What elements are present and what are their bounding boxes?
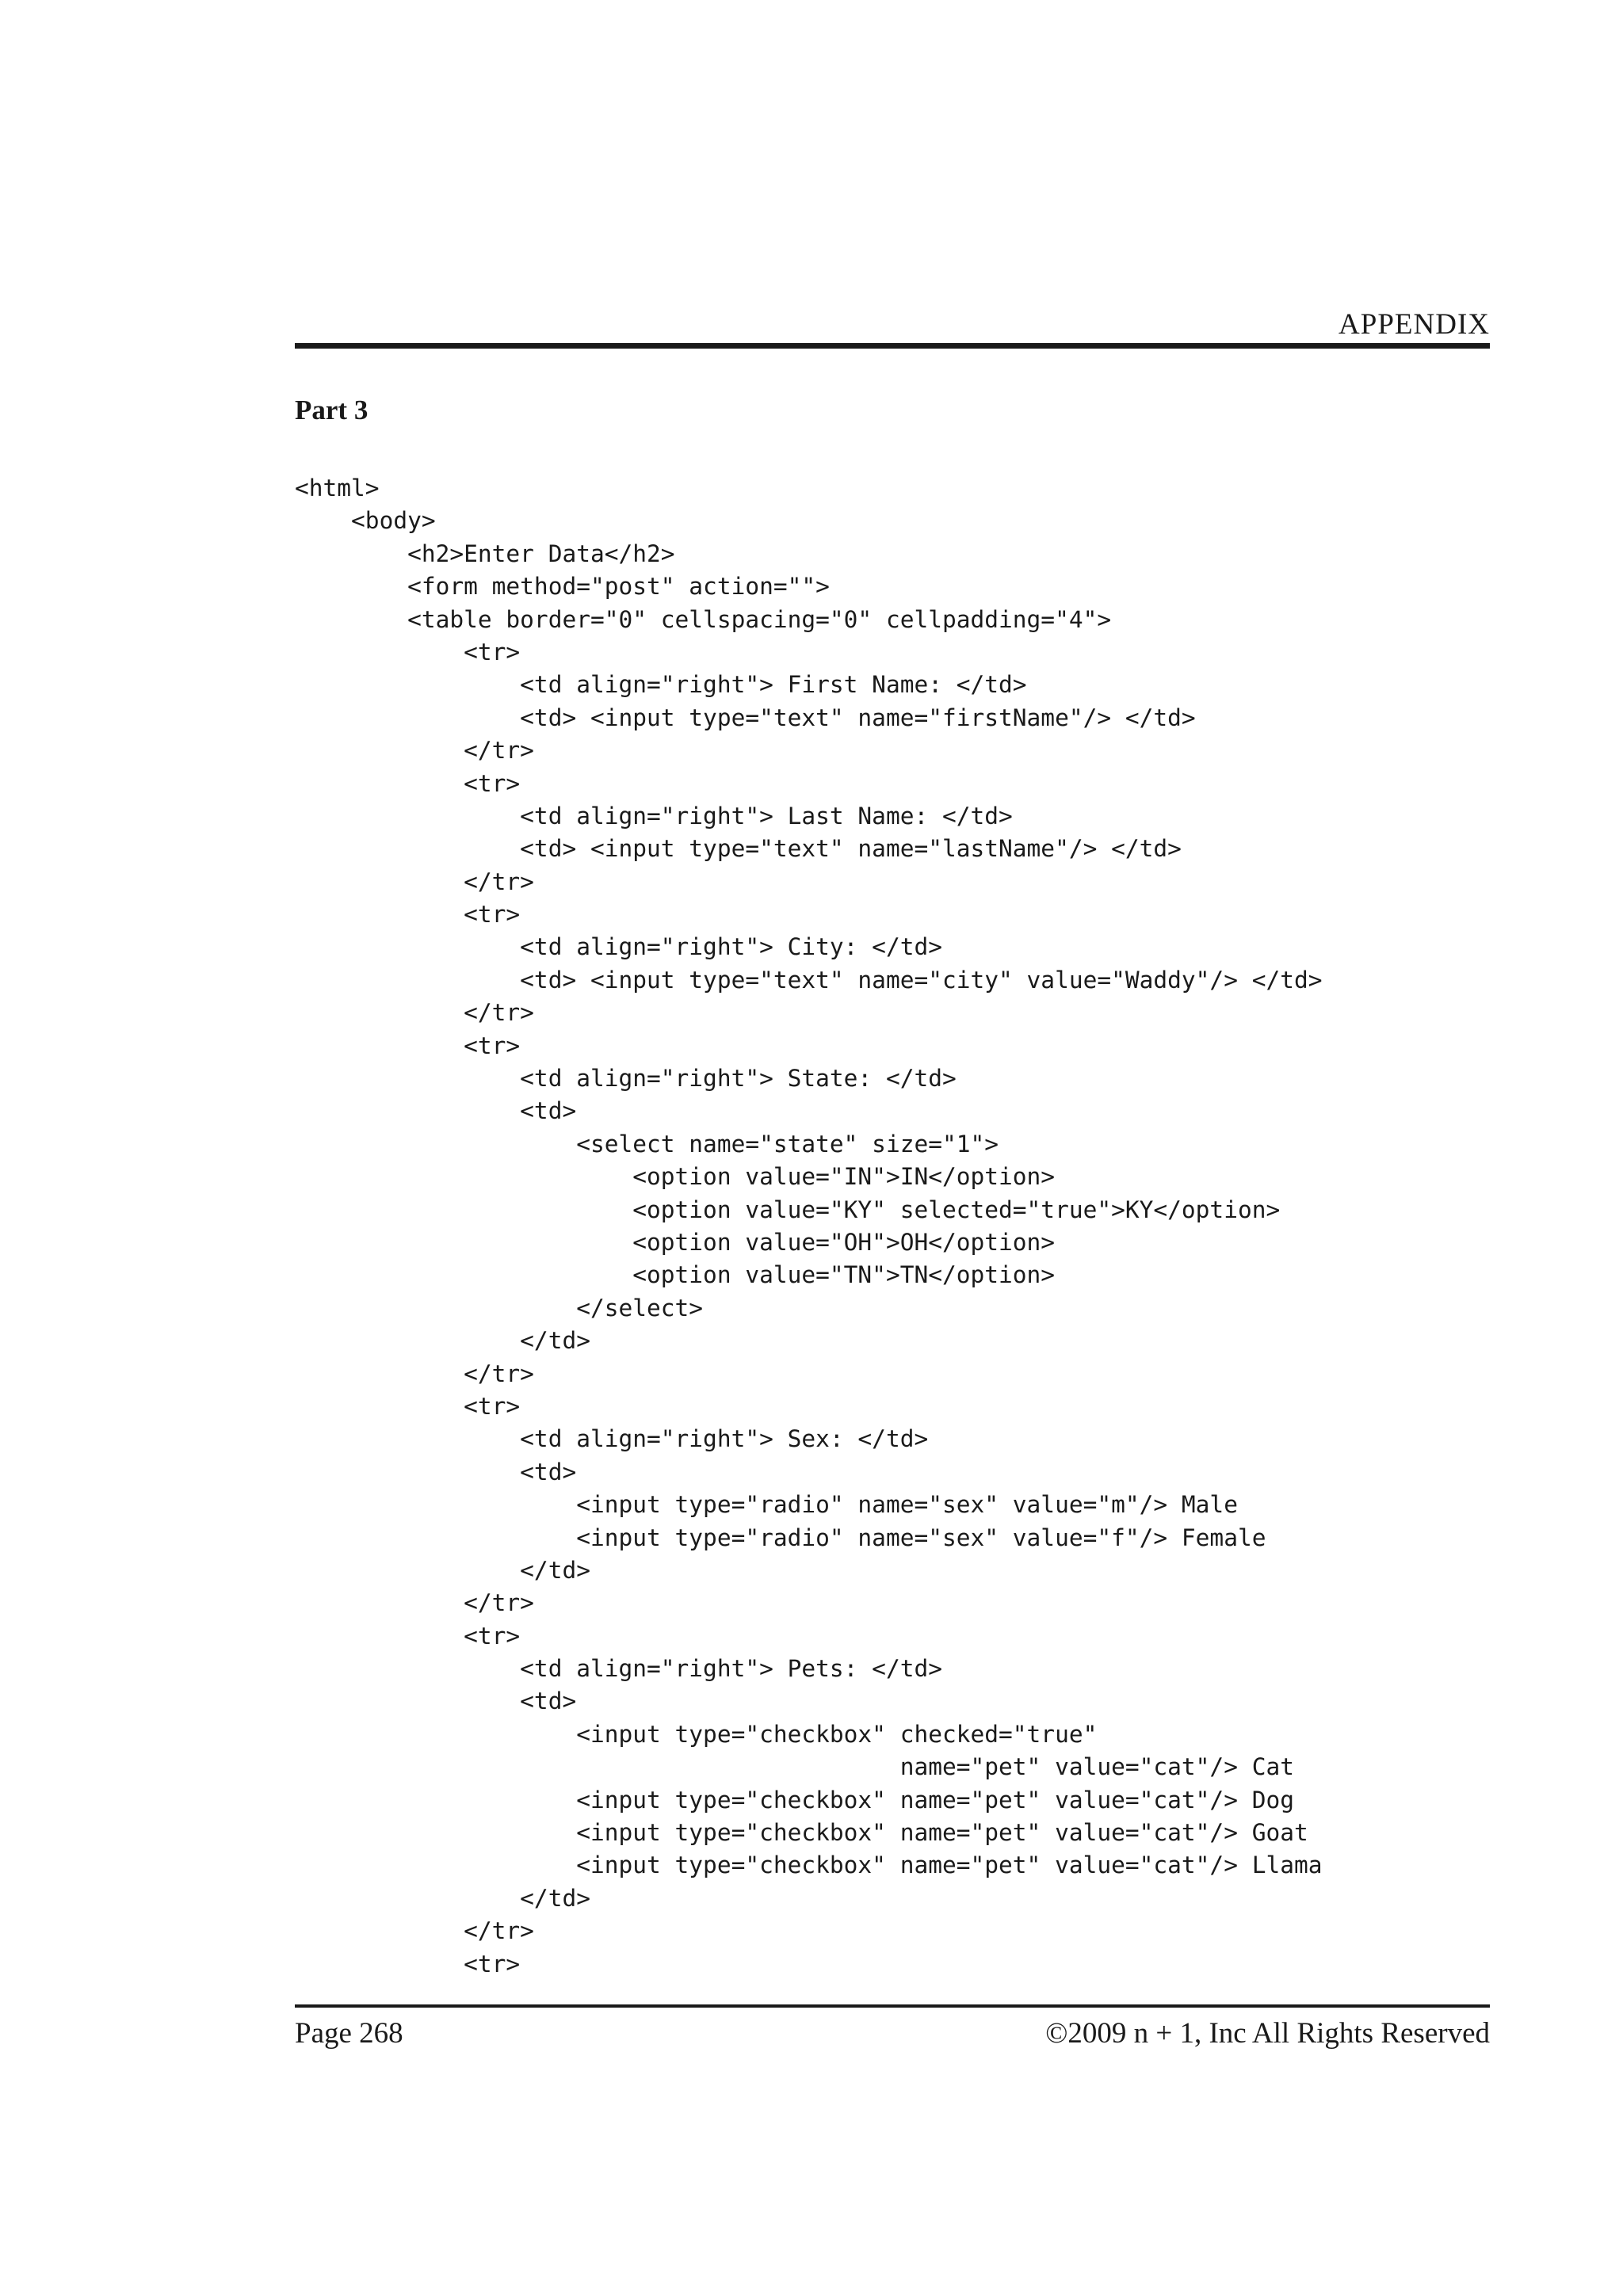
code-line: <option value="IN">IN</option> bbox=[295, 1163, 1056, 1191]
code-line: <select name="state" size="1"> bbox=[295, 1130, 999, 1158]
code-line: </tr> bbox=[295, 999, 534, 1027]
code-line: <input type="checkbox" name="pet" value="cat"/> Llama bbox=[295, 1852, 1323, 1879]
code-line: <option value="TN">TN</option> bbox=[295, 1261, 1056, 1289]
code-line: <input type="radio" name="sex" value="m"/> Male bbox=[295, 1491, 1238, 1519]
code-line: <tr> bbox=[295, 769, 521, 797]
code-listing bbox=[295, 472, 1323, 1981]
code-line: <input type="checkbox" checked="true" bbox=[295, 1720, 1098, 1748]
code-line: <tr> bbox=[295, 1032, 521, 1059]
code-line: </td> bbox=[295, 1327, 590, 1355]
code-line: <input type="radio" name="sex" value="f"/> Female bbox=[295, 1524, 1266, 1551]
code-line: <td> bbox=[295, 1458, 577, 1486]
code-line: <td align="right"> First Name: </td> bbox=[295, 671, 1027, 699]
code-line: <option value="OH">OH</option> bbox=[295, 1228, 1056, 1256]
code-line: </td> bbox=[295, 1556, 590, 1584]
code-line: </select> bbox=[295, 1294, 704, 1322]
code-line: </tr> bbox=[295, 737, 534, 765]
code-line: <tr> bbox=[295, 1950, 521, 1978]
copyright-notice: ©2009 n + 1, Inc All Rights Reserved bbox=[1045, 2017, 1490, 2050]
code-line: <input type="checkbox" name="pet" value="cat"/> Dog bbox=[295, 1786, 1294, 1814]
section-title: Part 3 bbox=[295, 395, 369, 425]
code-line: <td> bbox=[295, 1097, 577, 1125]
code-line: <td align="right"> Pets: </td> bbox=[295, 1655, 942, 1683]
code-line: <body> bbox=[295, 507, 436, 535]
code-line: <td> bbox=[295, 1688, 577, 1715]
page-number: Page 268 bbox=[295, 2017, 403, 2050]
code-line: <tr> bbox=[295, 1622, 521, 1650]
code-line: </tr> bbox=[295, 868, 534, 895]
code-line: <td> <input type="text" name="city" value="Waddy"/> </td> bbox=[295, 966, 1323, 994]
code-line: <tr> bbox=[295, 1392, 521, 1420]
code-line: <table border="0" cellspacing="0" cellpadding="4"> bbox=[295, 605, 1112, 633]
footer-divider bbox=[295, 2004, 1490, 2008]
code-line: <tr> bbox=[295, 638, 521, 666]
code-line: </tr> bbox=[295, 1917, 534, 1945]
header-divider bbox=[295, 343, 1490, 349]
code-line: </tr> bbox=[295, 1589, 534, 1617]
code-line: </td> bbox=[295, 1884, 590, 1912]
code-line: <html> bbox=[295, 475, 380, 502]
code-line: <td align="right"> Last Name: </td> bbox=[295, 802, 1013, 830]
code-line: <tr> bbox=[295, 901, 521, 929]
code-line: <td align="right"> City: </td> bbox=[295, 933, 942, 961]
code-line: <h2>Enter Data</h2> bbox=[295, 540, 675, 567]
code-line: <form method="post" action=""> bbox=[295, 573, 830, 601]
running-header: APPENDIX bbox=[1338, 308, 1490, 341]
code-line: <td> <input type="text" name="lastName"/> </td> bbox=[295, 835, 1182, 863]
code-line: <td align="right"> Sex: </td> bbox=[295, 1425, 929, 1453]
code-line: <td align="right"> State: </td> bbox=[295, 1065, 957, 1093]
code-line: <td> <input type="text" name="firstName"/> </td> bbox=[295, 704, 1196, 731]
code-line: <option value="KY" selected="true">KY</option> bbox=[295, 1196, 1281, 1223]
code-line: name="pet" value="cat"/> Cat bbox=[295, 1753, 1294, 1781]
code-line: </tr> bbox=[295, 1360, 534, 1387]
code-line: <input type="checkbox" name="pet" value="cat"/> Goat bbox=[295, 1819, 1308, 1847]
